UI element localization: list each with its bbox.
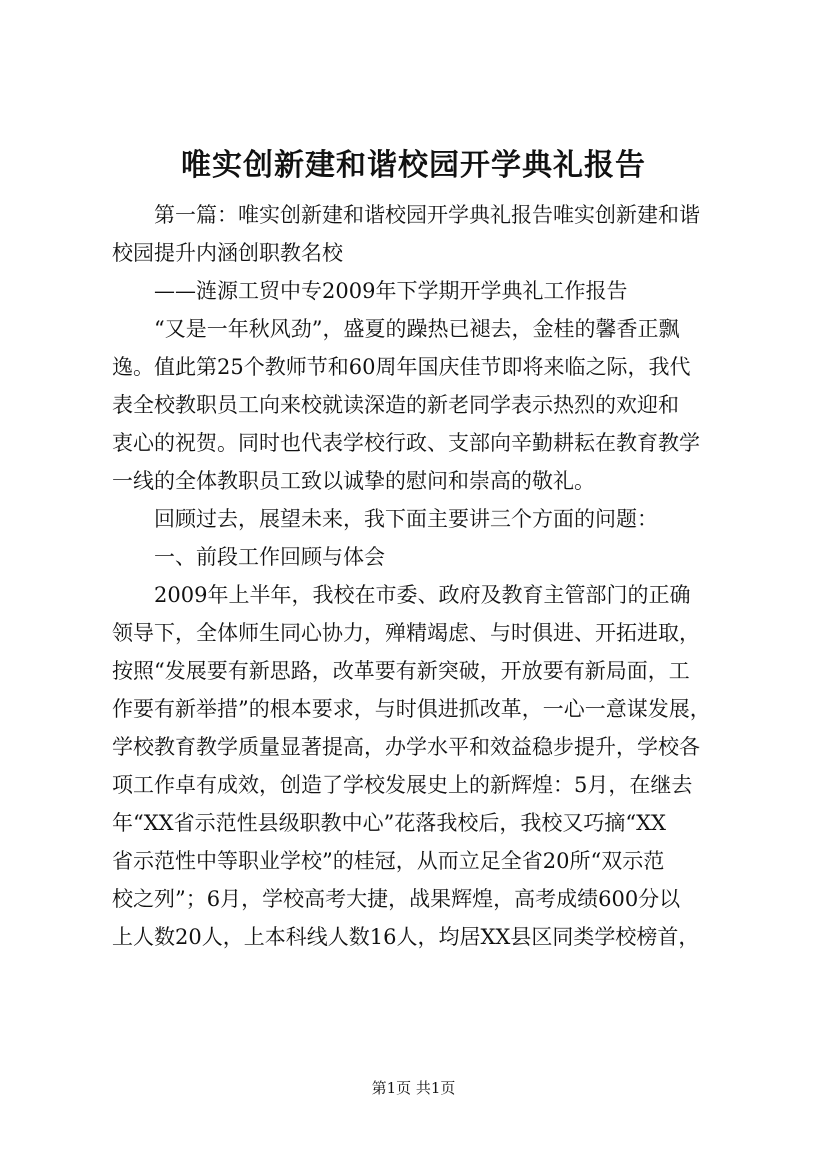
text-line: 一线的全体教职员工致以诚挚的慰问和崇高的敬礼。 xyxy=(112,469,595,493)
text-line: 逸。值此第25个教师节和60周年国庆佳节即将来临之际，我代 xyxy=(112,355,691,379)
text-line: 第一篇：唯实创新建和谐校园开学典礼报告唯实创新建和谐 xyxy=(154,203,700,227)
text-line: 回顾过去，展望未来，我下面主要讲三个方面的问题： xyxy=(154,507,658,531)
text-line: ——涟源工贸中专2009年下学期开学典礼工作报告 xyxy=(154,279,628,303)
text-line: 上人数20人，上本科线人数16人，均居XX县区同类学校榜首， xyxy=(112,925,700,949)
text-line: 领导下，全体师生同心协力，殚精竭虑、与时俱进、开拓进取， xyxy=(112,621,700,645)
text-line: 校园提升内涵创职教名校 xyxy=(112,241,343,265)
text-line: 项工作卓有成效，创造了学校发展史上的新辉煌：5月，在继去 xyxy=(112,773,693,797)
text-line: “又是一年秋风劲”，盛夏的躁热已褪去，金桂的馨香正飘 xyxy=(154,317,680,341)
text-line: 学校教育教学质量显著提高，办学水平和效益稳步提升，学校各 xyxy=(112,735,700,759)
page-footer: 第1页 共1页 xyxy=(371,1079,456,1097)
text-line: 一、前段工作回顾与体会 xyxy=(154,545,385,569)
text-line: 年“XX省示范性县级职教中心”花落我校后，我校又巧摘“XX xyxy=(112,811,667,835)
text-line: 省示范性中等职业学校”的桂冠，从而立足全省20所“双示范 xyxy=(112,849,665,873)
text-line: 衷心的祝贺。同时也代表学校行政、支部向辛勤耕耘在教育教学 xyxy=(112,431,700,455)
document-body xyxy=(112,196,744,956)
text-line: 表全校教职员工向来校就读深造的新老同学表示热烈的欢迎和 xyxy=(112,393,679,417)
page-title: 唯实创新建和谐校园开学典礼报告 xyxy=(181,148,646,183)
text-line: 按照“发展要有新思路，改革要有新突破，开放要有新局面，工 xyxy=(112,659,690,683)
text-line: 2009年上半年，我校在市委、政府及教育主管部门的正确 xyxy=(154,583,691,607)
text-line: 校之列”；6月，学校高考大捷，战果辉煌，高考成绩600分以 xyxy=(112,887,681,911)
text-line: 作要有新举措”的根本要求，与时俱进抓改革，一心一意谋发展， xyxy=(112,697,711,721)
